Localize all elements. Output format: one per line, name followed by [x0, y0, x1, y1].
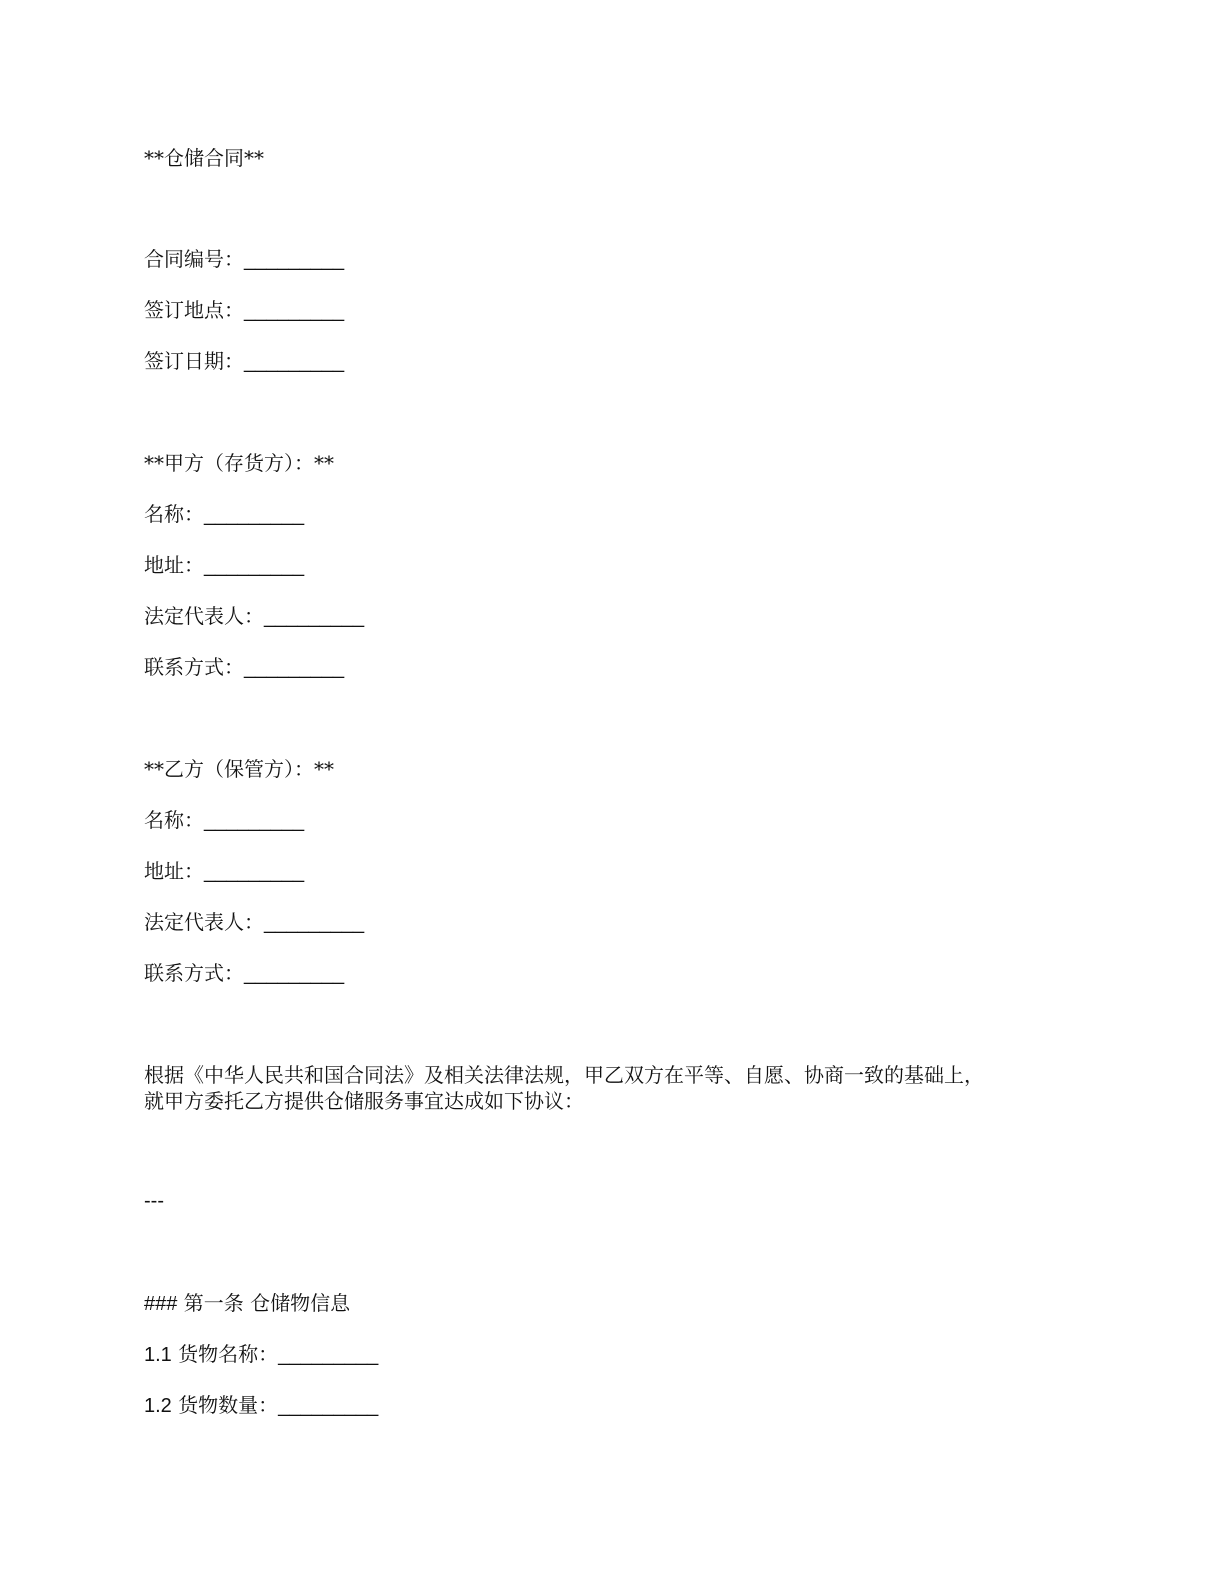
party-b-name-field — [144, 807, 304, 834]
field-label: 法定代表人： — [144, 910, 264, 934]
field-label: 签订地点： — [144, 298, 244, 322]
field-blank: _________ — [278, 1395, 379, 1417]
document-title: **仓储合同** — [144, 146, 264, 170]
field-label: 货物数量： — [178, 1393, 279, 1417]
article-1-item-2 — [144, 1392, 378, 1419]
party-a-heading: **甲方（存货方）：** — [144, 451, 334, 475]
preamble-line-2: 就甲方委托乙方提供仓储服务事宜达成如下协议： — [144, 1089, 584, 1113]
field-blank: _________ — [244, 657, 345, 679]
preamble-paragraph — [144, 1062, 1084, 1114]
field-blank: _________ — [204, 504, 305, 526]
field-label: 地址： — [144, 553, 204, 577]
field-blank: _________ — [244, 249, 345, 271]
field-label: 联系方式： — [144, 961, 244, 985]
field-blank: _________ — [204, 810, 305, 832]
article-1-heading — [144, 1290, 350, 1317]
field-label: 名称： — [144, 808, 204, 832]
field-blank: _________ — [244, 963, 345, 985]
item-number: 1.2 — [144, 1395, 172, 1417]
field-label: 地址： — [144, 859, 204, 883]
signing-date-field — [144, 348, 344, 375]
party-a-name-field — [144, 501, 304, 528]
contract-number-field — [144, 246, 344, 273]
heading-text: 第一条 仓储物信息 — [183, 1291, 351, 1315]
field-label: 货物名称： — [178, 1342, 279, 1366]
party-b-representative-field — [144, 909, 364, 936]
heading-marker: ### — [144, 1293, 178, 1315]
field-label: 联系方式： — [144, 655, 244, 679]
field-blank: _________ — [244, 351, 345, 373]
item-number: 1.1 — [144, 1344, 172, 1366]
party-a-representative-field — [144, 603, 364, 630]
preamble-line-1: 根据《中华人民共和国合同法》及相关法律法规，甲乙双方在平等、自愿、协商一致的基础上， — [144, 1063, 984, 1087]
field-label: 合同编号： — [144, 247, 244, 271]
field-label: 名称： — [144, 502, 204, 526]
field-label: 法定代表人： — [144, 604, 264, 628]
signing-place-field — [144, 297, 344, 324]
party-b-address-field — [144, 858, 304, 885]
article-1-item-1 — [144, 1341, 378, 1368]
field-blank: _________ — [244, 300, 345, 322]
field-blank: _________ — [264, 606, 365, 628]
party-a-contact-field — [144, 654, 344, 681]
field-label: 签订日期： — [144, 349, 244, 373]
field-blank: _________ — [264, 912, 365, 934]
field-blank: _________ — [278, 1344, 379, 1366]
field-blank: _________ — [204, 555, 305, 577]
separator: --- — [144, 1190, 164, 1212]
party-a-address-field — [144, 552, 304, 579]
field-blank: _________ — [204, 861, 305, 883]
party-b-heading: **乙方（保管方）：** — [144, 757, 334, 781]
party-b-contact-field — [144, 960, 344, 987]
